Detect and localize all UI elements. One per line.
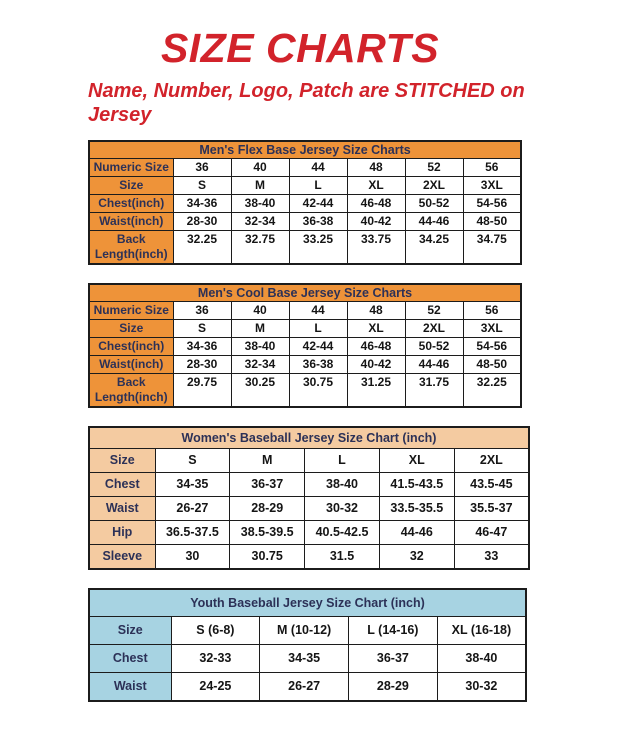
table-row [89,230,521,264]
size-value-cell: 40 [231,158,289,176]
page-title: SIZE CHARTS [160,25,440,71]
size-value-cell: L [305,448,380,472]
size-value-cell: 46-47 [454,520,529,544]
size-value-cell: 36-38 [289,212,347,230]
size-value-cell: 52 [405,158,463,176]
size-value-cell: 56 [463,301,521,319]
size-value-cell: 29.75 [173,373,231,407]
size-value-cell: 40.5-42.5 [305,520,380,544]
size-value-cell: 30 [155,544,230,569]
size-value-cell: 34-35 [260,644,349,672]
size-value-cell: 40-42 [347,355,405,373]
size-value-cell: 40-42 [347,212,405,230]
row-label: Waist [89,672,171,701]
row-label: Numeric Size [89,301,173,319]
size-chart-table-2 [88,283,522,408]
size-value-cell: 46-48 [347,194,405,212]
row-label: Size [89,448,155,472]
size-value-cell: 36 [173,158,231,176]
size-value-cell: 42-44 [289,194,347,212]
table-row [89,496,529,520]
size-value-cell: M [231,176,289,194]
size-value-cell: 3XL [463,176,521,194]
size-value-cell: 28-29 [230,496,305,520]
size-value-cell: 34.25 [405,230,463,264]
table-row [89,176,521,194]
size-value-cell: 32.25 [173,230,231,264]
size-chart-table-3 [88,426,530,570]
table-row [89,319,521,337]
size-value-cell: 30.25 [231,373,289,407]
row-label: Hip [89,520,155,544]
table-row [89,644,526,672]
size-chart-table-1 [88,140,522,265]
size-value-cell: 36 [173,301,231,319]
size-value-cell: 54-56 [463,194,521,212]
table-row [89,301,521,319]
size-value-cell: 34.75 [463,230,521,264]
size-value-cell: 52 [405,301,463,319]
size-value-cell: 38-40 [231,194,289,212]
row-label: Size [89,176,173,194]
table-title: Men's Cool Base Jersey Size Charts [89,284,521,302]
size-value-cell: 32.75 [231,230,289,264]
row-label: Size [89,319,173,337]
table-title: Women's Baseball Jersey Size Chart (inch) [89,427,529,449]
size-value-cell: 34-36 [173,337,231,355]
size-value-cell: S [173,176,231,194]
page-subtitle: Name, Number, Logo, Patch are STITCHED on Jersey [88,80,525,127]
size-value-cell: 34-35 [155,472,230,496]
size-value-cell: 30.75 [289,373,347,407]
size-value-cell: 36-37 [230,472,305,496]
size-value-cell: 3XL [463,319,521,337]
row-label: Chest [89,472,155,496]
size-value-cell: 36-38 [289,355,347,373]
size-value-cell: 41.5-43.5 [379,472,454,496]
row-label: Back Length(inch) [89,230,173,264]
size-value-cell: XL [379,448,454,472]
size-value-cell: 50-52 [405,194,463,212]
size-value-cell: 48-50 [463,212,521,230]
table-row [89,158,521,176]
table-title: Youth Baseball Jersey Size Chart (inch) [89,589,526,617]
size-value-cell: S (6-8) [171,616,260,644]
size-value-cell: 32-33 [171,644,260,672]
table-row [89,520,529,544]
size-value-cell: XL [347,176,405,194]
size-value-cell: 32.25 [463,373,521,407]
size-value-cell: 35.5-37 [454,496,529,520]
size-tables-container [0,140,638,702]
size-value-cell: XL (16-18) [437,616,526,644]
size-value-cell: 33 [454,544,529,569]
size-value-cell: L [289,176,347,194]
table-row [89,355,521,373]
size-value-cell: 2XL [405,319,463,337]
size-value-cell: 31.5 [305,544,380,569]
size-value-cell: 42-44 [289,337,347,355]
size-value-cell: 54-56 [463,337,521,355]
row-label: Size [89,616,171,644]
row-label: Back Length(inch) [89,373,173,407]
size-value-cell: 46-48 [347,337,405,355]
row-label: Waist(inch) [89,212,173,230]
size-value-cell: XL [347,319,405,337]
size-value-cell: M [231,319,289,337]
size-value-cell: S [155,448,230,472]
size-value-cell: 38-40 [305,472,380,496]
size-value-cell: 30-32 [305,496,380,520]
size-value-cell: 48 [347,301,405,319]
size-value-cell: 44-46 [405,212,463,230]
table-row [89,672,526,701]
size-value-cell: 31.25 [347,373,405,407]
size-chart-table-4 [88,588,527,702]
size-value-cell: 56 [463,158,521,176]
size-value-cell: 40 [231,301,289,319]
size-value-cell: 2XL [454,448,529,472]
size-value-cell: 44 [289,158,347,176]
size-value-cell: 36-37 [349,644,438,672]
size-value-cell: 43.5-45 [454,472,529,496]
table-row [89,337,521,355]
row-label: Waist [89,496,155,520]
size-value-cell: L [289,319,347,337]
size-value-cell: 48 [347,158,405,176]
size-value-cell: 33.25 [289,230,347,264]
size-value-cell: 26-27 [155,496,230,520]
table-row [89,544,529,569]
size-value-cell: L (14-16) [349,616,438,644]
table-row [89,448,529,472]
size-value-cell: 28-29 [349,672,438,701]
size-value-cell: 38-40 [231,337,289,355]
row-label: Sleeve [89,544,155,569]
size-value-cell: 30-32 [437,672,526,701]
size-value-cell: 28-30 [173,212,231,230]
row-label: Waist(inch) [89,355,173,373]
table-row [89,616,526,644]
size-value-cell: 32-34 [231,355,289,373]
size-value-cell: 44-46 [379,520,454,544]
row-label: Chest [89,644,171,672]
row-label: Numeric Size [89,158,173,176]
size-value-cell: 28-30 [173,355,231,373]
row-label: Chest(inch) [89,194,173,212]
size-value-cell: 2XL [405,176,463,194]
size-value-cell: 33.5-35.5 [379,496,454,520]
size-value-cell: 38.5-39.5 [230,520,305,544]
table-row [89,212,521,230]
size-value-cell: 31.75 [405,373,463,407]
size-value-cell: 26-27 [260,672,349,701]
size-value-cell: 50-52 [405,337,463,355]
size-value-cell: 38-40 [437,644,526,672]
size-value-cell: 24-25 [171,672,260,701]
size-value-cell: 34-36 [173,194,231,212]
table-title: Men's Flex Base Jersey Size Charts [89,141,521,159]
table-row [89,472,529,496]
size-value-cell: 30.75 [230,544,305,569]
size-value-cell: 32-34 [231,212,289,230]
size-value-cell: 44 [289,301,347,319]
size-value-cell: 32 [379,544,454,569]
size-value-cell: M [230,448,305,472]
size-value-cell: M (10-12) [260,616,349,644]
size-value-cell: S [173,319,231,337]
size-value-cell: 44-46 [405,355,463,373]
size-value-cell: 33.75 [347,230,405,264]
size-value-cell: 48-50 [463,355,521,373]
row-label: Chest(inch) [89,337,173,355]
table-row [89,373,521,407]
size-value-cell: 36.5-37.5 [155,520,230,544]
table-row [89,194,521,212]
